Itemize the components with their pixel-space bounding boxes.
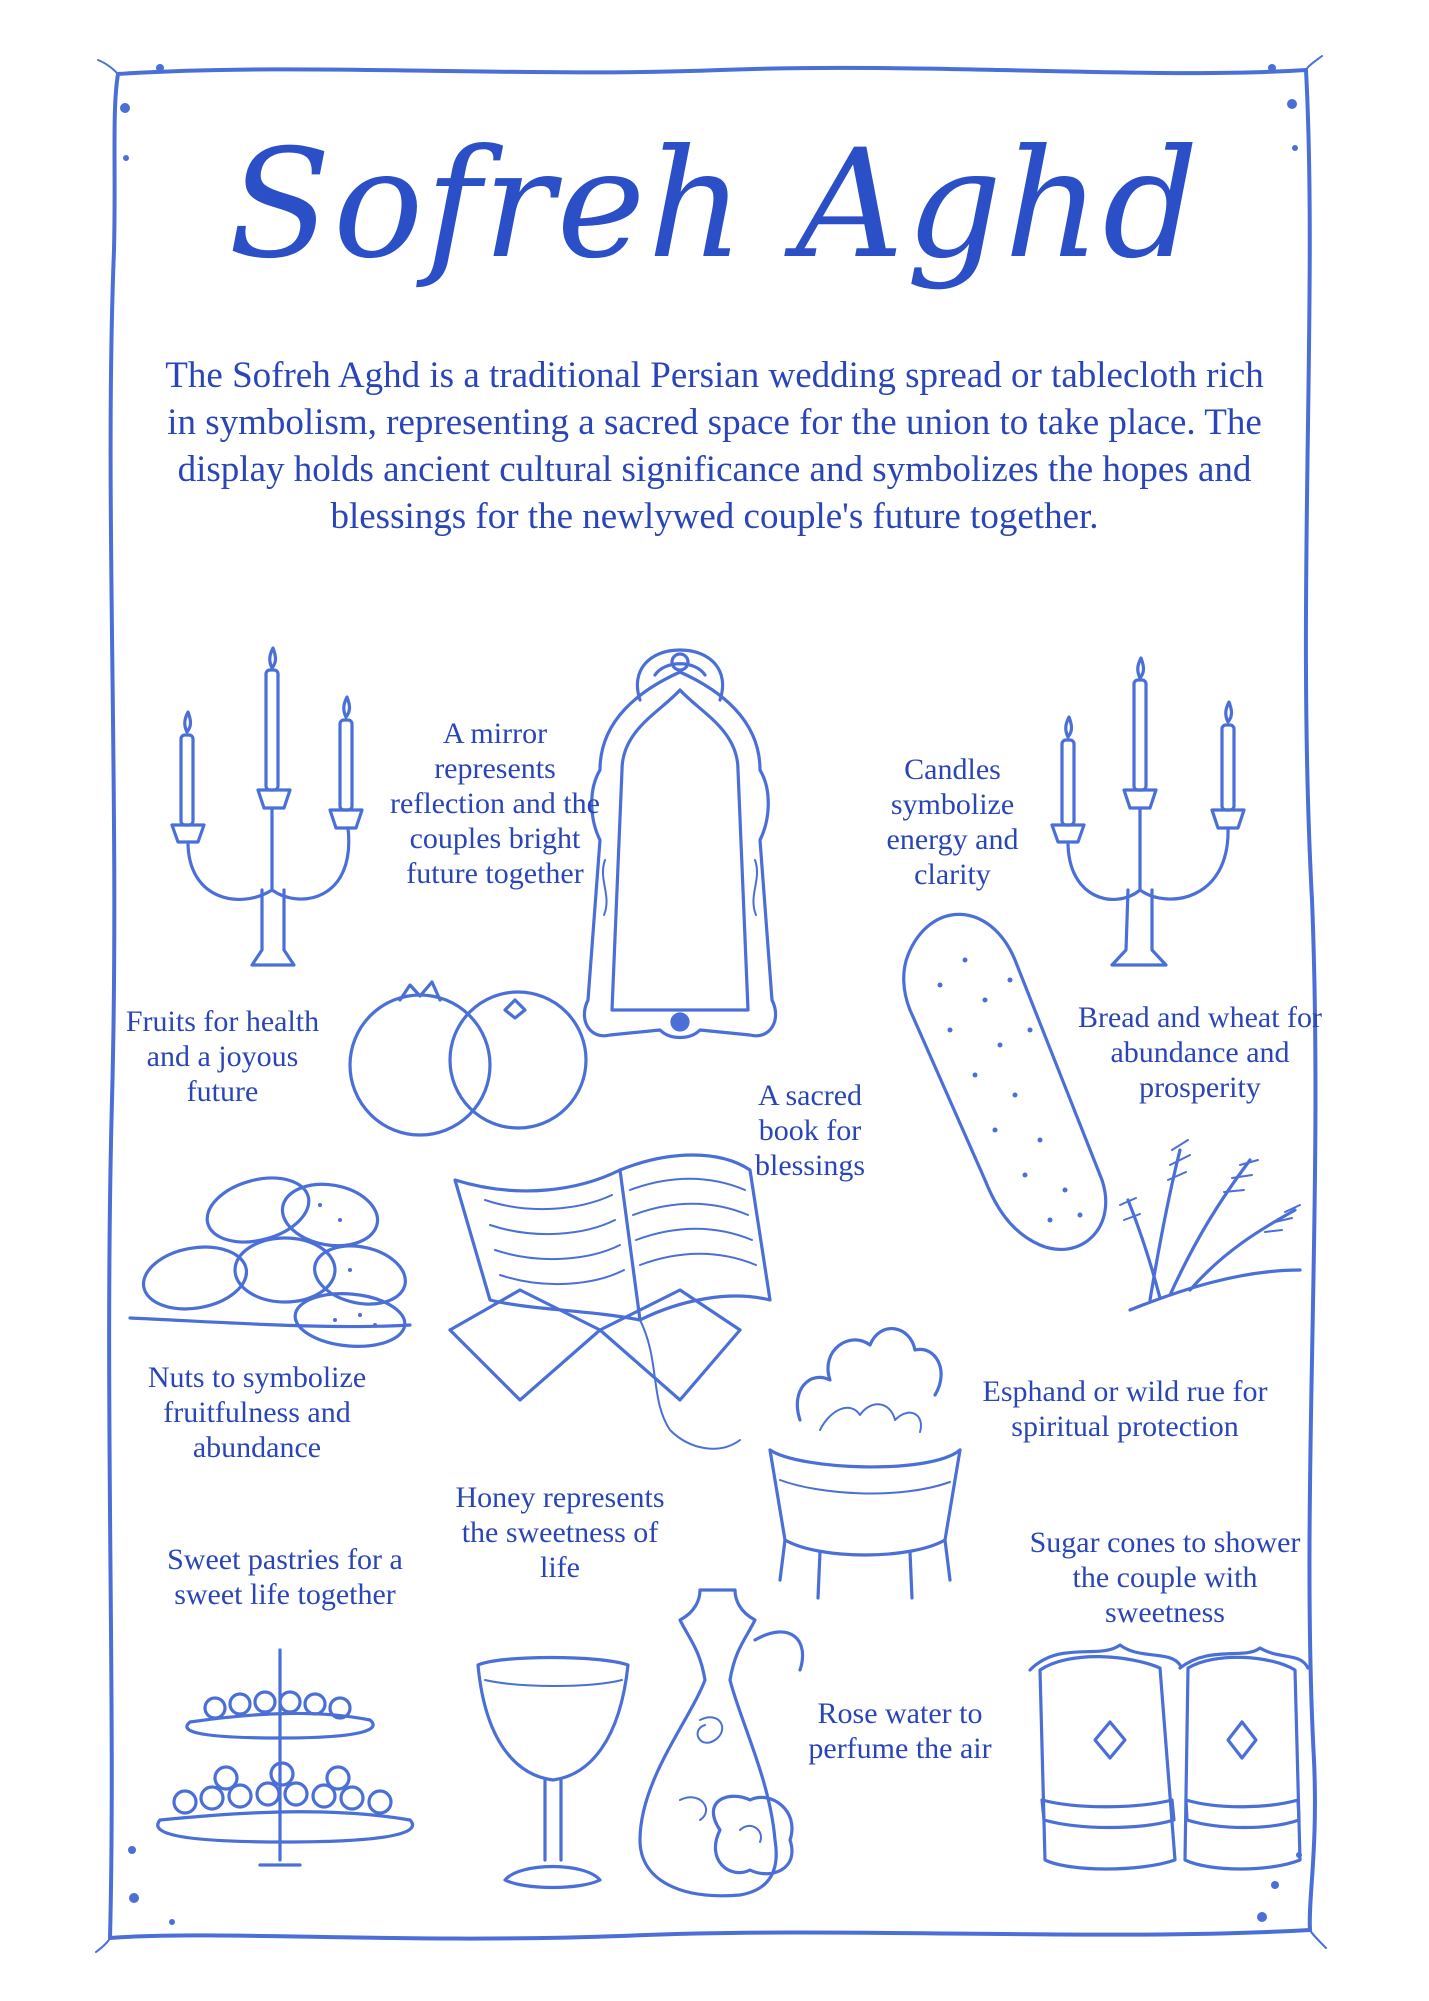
caption-pastries: Sweet pastries for a sweet life together — [167, 1543, 403, 1611]
intro-paragraph: The Sofreh Aghd is a traditional Persian wedding spread or tablecloth rich in symbolism, representing a sacred space for the union to take place. The display holds ancient cultural significance and symbolizes the hopes and blessings for the newlywed couple's future together. — [165, 355, 1264, 537]
nuts — [130, 1168, 411, 1351]
caption-rosewater: Rose water to perfume the air — [808, 1697, 992, 1765]
caption-sugar: Sugar cones to shower the couple with sweetness — [1029, 1526, 1301, 1629]
caption-mirror: A mirror represents reflection and the couples bright future together — [390, 717, 600, 890]
corner-dots — [120, 64, 1302, 1925]
esphand-brazier — [770, 1329, 960, 1598]
rosewater-bottle — [640, 1590, 803, 1896]
caption-nuts: Nuts to symbolize fruitfulness and abundance — [147, 1361, 367, 1464]
sugar-cones — [1030, 1645, 1308, 1869]
pastry-stand — [158, 1650, 413, 1865]
ornate-mirror — [584, 650, 775, 1038]
wheat — [1120, 1140, 1300, 1310]
candelabra-right — [1052, 658, 1244, 965]
caption-esphand: Esphand or wild rue for spiritual protection — [982, 1375, 1268, 1443]
caption-bread: Bread and wheat for abundance and prosperity — [1077, 1001, 1323, 1104]
caption-honey: Honey represents the sweetness of life — [455, 1481, 665, 1584]
sacred-book — [450, 1155, 770, 1449]
candelabra-left — [172, 648, 362, 965]
honey-goblet — [478, 1658, 628, 1888]
caption-book: A sacred book for blessings — [754, 1079, 865, 1182]
caption-fruits: Fruits for health and a joyous future — [125, 1005, 320, 1108]
fruits — [350, 982, 586, 1135]
page-title: Sofreh Aghd — [228, 118, 1201, 292]
caption-candles: Candles symbolize energy and clarity — [886, 753, 1019, 891]
